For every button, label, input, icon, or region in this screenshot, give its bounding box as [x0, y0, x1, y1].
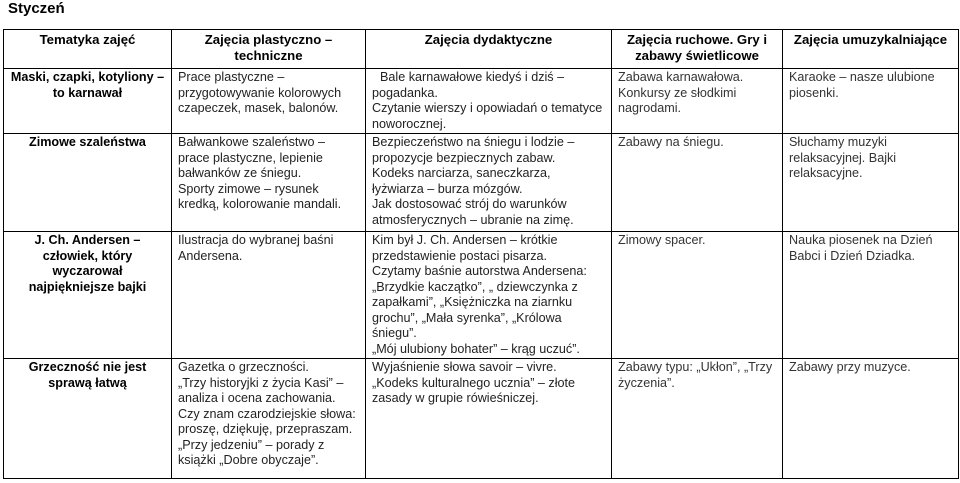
art-item: „Trzy historyjki z życia Kasi” – analiza i ocena zachowania.: [178, 375, 344, 405]
header-didactic: Zajęcia dydaktyczne: [366, 30, 612, 69]
art-item: Bałwankowe szaleństwo – prace plastyczne, lepienie bałwanków ze śniegu.: [178, 135, 326, 180]
topic-cell: Grzeczność nie jest sprawą łatwą: [4, 359, 172, 479]
movement-cell: Zabawy typu: „Ukłon”, „Trzy życzenia”.: [612, 359, 783, 479]
table-row: [4, 134, 959, 232]
music-cell: Słuchamy muzyki relaksacyjnej. Bajki relaksacyjne.: [783, 134, 959, 232]
didactic-item: Czytamy baśnie autorstwa Andersena: „Brzydkie kaczątko”, „ dziewczynka z zapałkami”, „Księżniczka na ziarnku grochu”, „Mała syrenka”, „Królowa śniegu”.: [372, 264, 587, 340]
didactic-item: „Mój ulubiony bohater” – krąg uczuć”.: [372, 341, 580, 356]
table-header-row: [4, 30, 959, 69]
didactic-item: „Kodeks kulturalnego ucznia” – złote zasady w grupie rówieśniczej.: [372, 375, 576, 405]
topic-cell: Zimowe szaleństwa: [4, 134, 172, 232]
header-topic: Tematyka zajęć: [4, 30, 172, 69]
movement-cell: Zabawa karnawałowa. Konkursy ze słodkimi nagrodami.: [612, 69, 783, 134]
art-item: Sporty zimowe – rysunek kredką, kolorowanie mandali.: [178, 181, 342, 211]
didactic-cell: [366, 359, 612, 479]
art-item: „Przy jedzeniu” – porady z książki „Dobre obyczaje”.: [178, 437, 325, 467]
header-art: Zajęcia plastyczno – techniczne: [172, 30, 366, 69]
art-cell: [172, 359, 366, 479]
table-row: [4, 359, 959, 479]
art-item: Czy znam czarodziejskie słowa: proszę, dziękuję, przepraszam.: [178, 406, 356, 436]
art-cell: [172, 69, 366, 134]
table-row: [4, 232, 959, 359]
month-title: Styczeń: [8, 0, 65, 17]
art-cell: [172, 134, 366, 232]
didactic-item: Bezpieczeństwo na śniegu i lodzie – propozycje bezpiecznych zabaw.: [372, 135, 575, 165]
didactic-item: Wyjaśnienie słowa savoir – vivre.: [372, 360, 557, 374]
art-item: Gazetka o grzeczności.: [178, 360, 309, 374]
didactic-item: Kim był J. Ch. Andersen – krótkie przedstawienie postaci pisarza.: [372, 233, 558, 263]
didactic-item: Kodeks narciarza, saneczkarza, łyżwiarza – burza mózgów.: [372, 166, 551, 196]
header-music: Zajęcia umuzykalniające: [783, 30, 959, 69]
table-row: [4, 69, 959, 134]
didactic-item: Bale karnawałowe kiedyś i dziś – pogadanka.: [372, 70, 565, 100]
didactic-cell: [366, 134, 612, 232]
header-movement: Zajęcia ruchowe. Gry i zabawy świetlicowe: [612, 30, 783, 69]
movement-cell: Zabawy na śniegu.: [612, 134, 783, 232]
art-item: Prace plastyczne – przygotowywanie kolorowych czapeczek, masek, balonów.: [178, 70, 342, 115]
topic-cell: Maski, czapki, kotyliony – to karnawał: [4, 69, 172, 134]
movement-cell: Zimowy spacer.: [612, 232, 783, 359]
music-cell: Karaoke – nasze ulubione piosenki.: [783, 69, 959, 134]
didactic-item: Jak dostosować strój do warunków atmosferycznych – ubranie na zimę.: [372, 197, 574, 227]
art-item: Ilustracja do wybranej baśni Andersena.: [178, 233, 334, 263]
art-cell: [172, 232, 366, 359]
didactic-cell: [366, 69, 612, 134]
monthly-plan-table: [3, 29, 959, 479]
music-cell: Nauka piosenek na Dzień Babci i Dzień Dziadka.: [783, 232, 959, 359]
didactic-cell: [366, 232, 612, 359]
didactic-item: Czytanie wierszy i opowiadań o tematyce noworocznej.: [372, 101, 603, 131]
topic-cell: J. Ch. Andersen – człowiek, który wyczarował najpiękniejsze bajki: [4, 232, 172, 359]
music-cell: Zabawy przy muzyce.: [783, 359, 959, 479]
